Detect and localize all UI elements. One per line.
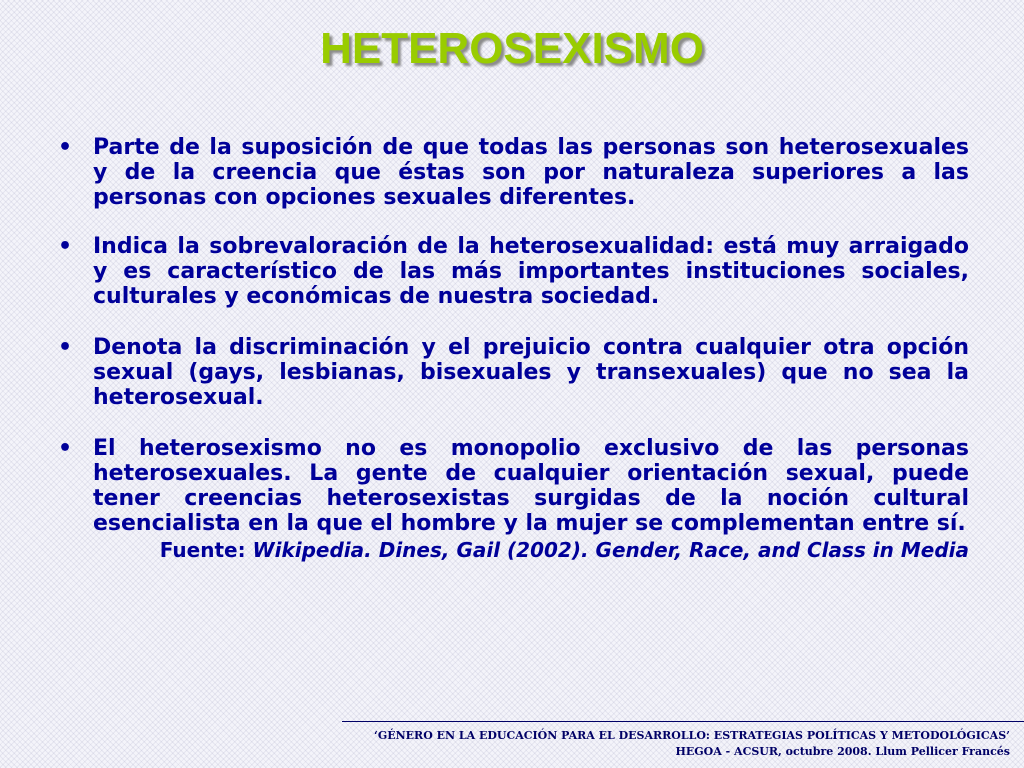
bullet-list (58, 135, 969, 563)
bullet-item (58, 436, 969, 536)
bullet-item (58, 234, 969, 309)
source-citation (58, 537, 969, 563)
bullet-item (58, 335, 969, 410)
source-label: Fuente: (159, 538, 253, 562)
footer (374, 728, 1010, 760)
footer-divider (342, 721, 1024, 722)
bullet-marker: • (58, 436, 73, 461)
bullet-text: Parte de la suposición de que todas las personas son heterosexuales y de la creencia que éstas son por naturaleza superiores a las personas con opciones sexuales diferentes. (93, 135, 969, 210)
bullet-item (58, 135, 969, 210)
footer-credits: HEGOA - ACSUR, octubre 2008. Llum Pellicer Francés (675, 745, 1010, 758)
bullet-text: Denota la discriminación y el prejuicio contra cualquier otra opción sexual (gays, lesbianas, bisexuales y transexuales) que no sea la heterosexual. (93, 335, 969, 410)
bullet-marker: • (58, 234, 73, 259)
source-reference: Wikipedia. Dines, Gail (2002). Gender, Race, and Class in Media (252, 538, 969, 562)
slide-title: HETEROSEXISMO (320, 24, 704, 73)
bullet-marker: • (58, 335, 73, 360)
bullet-text: El heterosexismo no es monopolio exclusivo de las personas heterosexuales. La gente de cualquier orientación sexual, puede tener creencias heterosexistas surgidas de la noción cultural esencialista en la que el hombre y la mujer se complementan entre sí. (93, 436, 969, 536)
bullet-marker: • (58, 135, 73, 160)
footer-project-title: ‘GÉNERO EN LA EDUCACIÓN PARA EL DESARROLLO: ESTRATEGIAS POLÍTICAS Y METODOLÓGICAS’ (374, 729, 1010, 742)
bullet-text: Indica la sobrevaloración de la heterosexualidad: está muy arraigado y es característico de las más importantes instituciones sociales, culturales y económicas de nuestra sociedad. (93, 234, 969, 309)
